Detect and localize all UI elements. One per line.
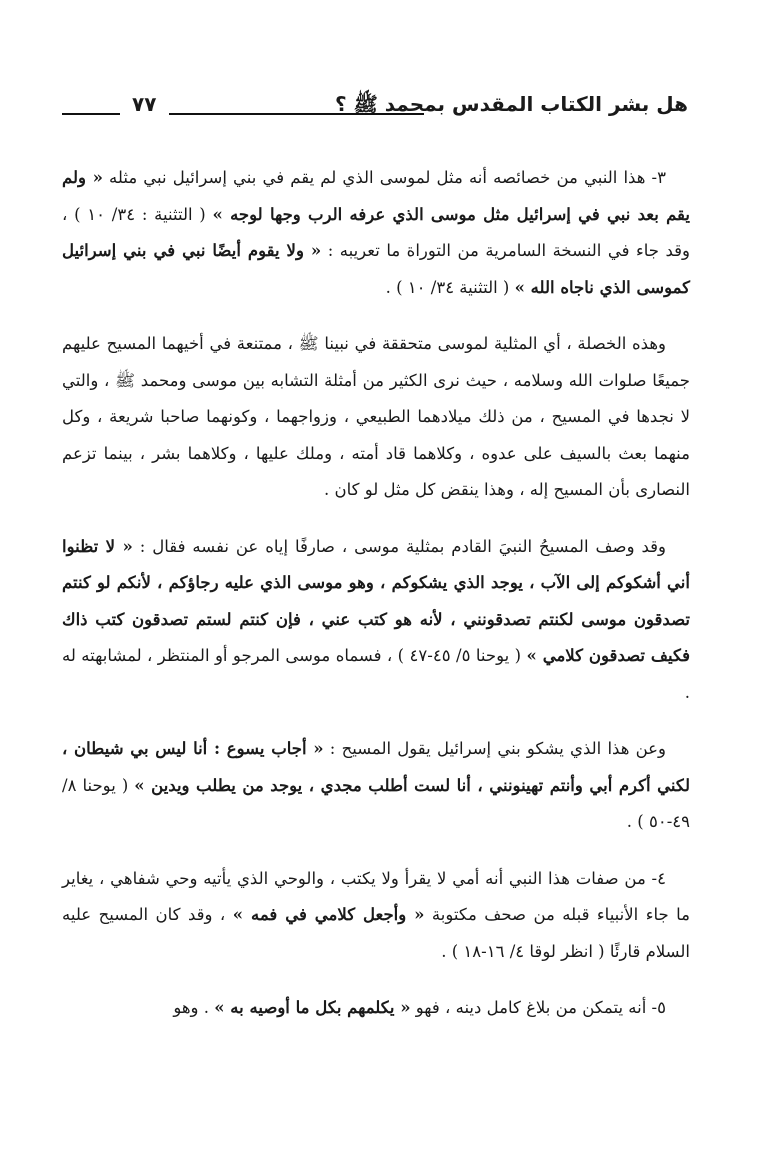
paragraph-text: ( التثنية : ٣٤/ ١٠ ) ، وقد جاء في النسخة السامرية من التوراة ما تعريبه : bbox=[62, 204, 690, 260]
paragraph-point-3 bbox=[62, 160, 690, 306]
paragraph-text: ( يوحنا ٥/ ٤٥-٤٧ ) ، فسماه موسى المرجو أو المنتظر ، لمشابهته له . bbox=[62, 646, 690, 702]
bold-quote: « يكلمهم بكل ما أوصيه به » bbox=[214, 998, 411, 1017]
bold-quote: « لا تظنوا أني أشكوكم إلى الآب ، يوجد الذي يشكوكم ، وهو موسى الذي عليه رجاؤكم ، لأنكم لو كنتم تصدقون موسى لكنتم تصدقونني ، لأنه هو كتب عني ، فإن كنتم لستم تصدقون كتب ذاك فكيف تصدقون كلامي » bbox=[62, 536, 690, 665]
running-header bbox=[62, 92, 688, 128]
paragraph-text: ، وقد كان المسيح عليه السلام قارئًا ( انظر لوقا ٤/ ١٦-١٨ ) . bbox=[62, 905, 690, 961]
bold-quote: « ولا يقوم أيضًا نبي في بني إسرائيل كموسى الذي ناجاه الله » bbox=[62, 241, 690, 297]
paragraph-point-5 bbox=[62, 990, 690, 1027]
paragraph-similarity bbox=[62, 326, 690, 509]
paragraph-text: وقد وصف المسيحُ النبيَ القادم بمثلية موسى ، صارفًا إياه عن نفسه فقال : bbox=[132, 536, 666, 556]
paragraph-text: ٥- أنه يتمكن من بلاغ كامل دينه ، فهو bbox=[410, 998, 666, 1017]
paragraph-messiah-description bbox=[62, 529, 690, 712]
bold-quote: « أجاب يسوع : أنا ليس بي شيطان ، لكني أكرم أبي وأنتم تهينونني ، أنا لست أطلب مجدي ، يوجد من يطلب ويدين » bbox=[62, 739, 691, 795]
bold-quote: « وأجعل كلامي في فمه » bbox=[232, 905, 425, 924]
paragraph-text: ٤- من صفات هذا النبي أنه أمي لا يقرأ ولا يكتب ، والوحي الذي يأتيه وحي شفاهي ، يغاير ما جاء الأنبياء قبله من صحف مكتوبة bbox=[62, 868, 690, 924]
paragraph-point-4 bbox=[62, 861, 690, 971]
paragraph-text: وهذه الخصلة ، أي المثلية لموسى متحققة في نبينا ﷺ ، ممتنعة في أخيهما المسيح عليهم جميعًا صلوات الله وسلامه ، حيث نرى الكثير من أمثلة التشابه بين موسى ومحمد ﷺ ، والتي لا نجدها في المسيح ، من ذلك ميلادهما الطبيعي ، وزواجهما ، وكونهما صاحبا شريعة ، وكل منهما بعث بالسيف على عدوه ، وكلاهما قاد أمته ، وملك عليها ، وكلاهما بشر ، بينما تزعم النصارى بأن المسيح إله ، وهذا ينقض كل مثل لو كان . bbox=[62, 334, 690, 499]
bold-quote: « ولم يقم بعد نبي في إسرائيل مثل موسى الذي عرفه الرب وجها لوجه » bbox=[62, 168, 690, 224]
header-rule-middle bbox=[169, 113, 424, 115]
paragraph-text: ( يوحنا ٨/ ٤٩-٥٠ ) . bbox=[62, 775, 690, 831]
paragraph-text: وعن هذا الذي يشكو بني إسرائيل يقول المسيح : bbox=[323, 739, 666, 758]
page-number: ٧٧ bbox=[132, 92, 157, 116]
paragraph-text: ٣- هذا النبي من خصائصه أنه مثل لموسى الذي لم يقم في بني إسرائيل نبي مثله bbox=[102, 168, 666, 187]
page-body bbox=[62, 160, 690, 1027]
paragraph-accuser bbox=[62, 731, 690, 841]
paragraph-text: . وهو bbox=[173, 998, 215, 1017]
header-rule-left bbox=[62, 113, 120, 115]
paragraph-text: ( التثنية ٣٤/ ١٠ ) . bbox=[385, 277, 515, 297]
running-header-title: هل بشر الكتاب المقدس بمحمد ﷺ ؟ bbox=[335, 92, 688, 116]
